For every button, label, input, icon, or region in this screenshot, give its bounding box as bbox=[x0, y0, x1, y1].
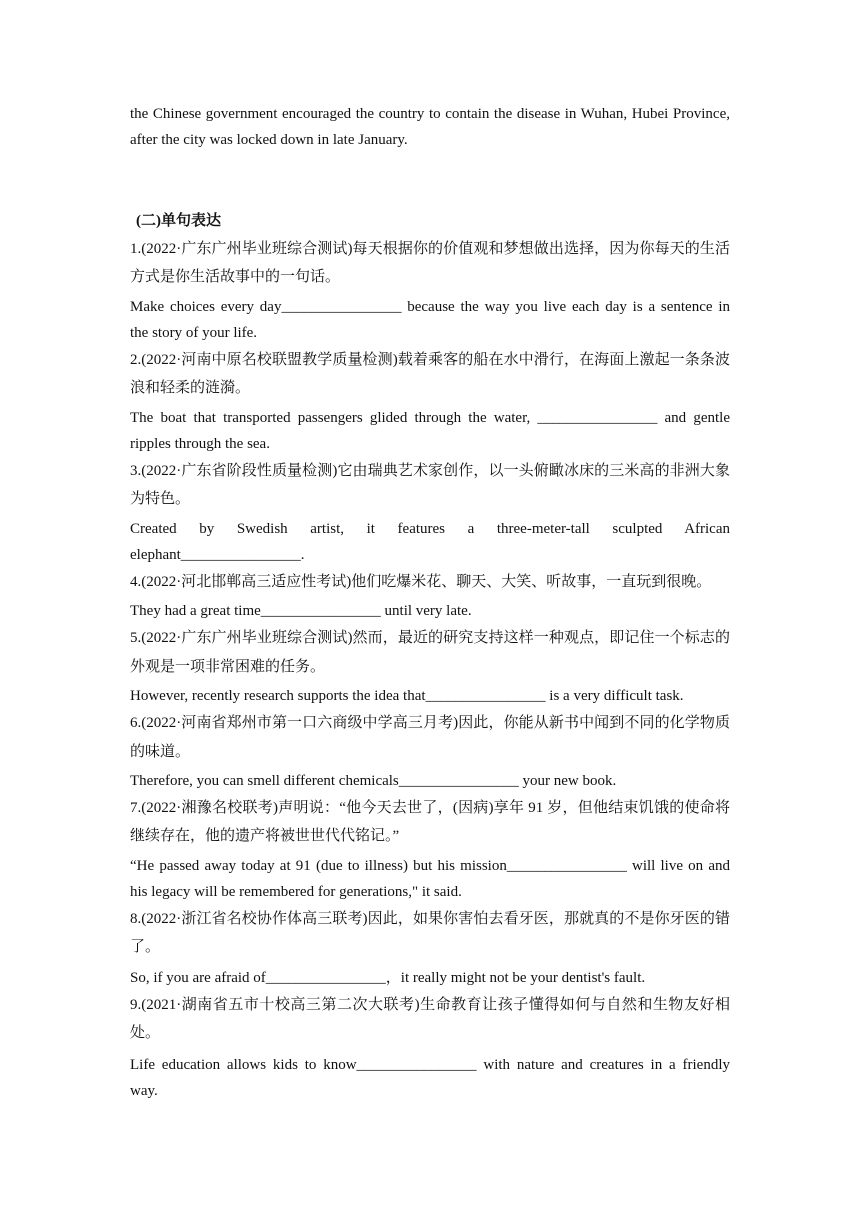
item-6-chinese-line-1: 6.(2022·河南省郑州市第一口六商级中学高三月考)因此，你能从新书中闻到不同的化学物质 bbox=[130, 715, 730, 731]
item-2-chinese-line-2: 浪和轻柔的涟漪。 bbox=[130, 380, 251, 396]
item-2-chinese-line-1: 2.(2022·河南中原名校联盟教学质量检测)载着乘客的船在水中滑行，在海面上激起一条条波 bbox=[130, 352, 730, 368]
item-7-english-line-1: “He passed away today at 91 (due to illness) but his mission________________ will live on and bbox=[130, 858, 730, 874]
section-heading: (二)单句表达 bbox=[136, 213, 221, 229]
item-2-english-line-1: The boat that transported passengers glided through the water, ________________ and gentle bbox=[130, 410, 730, 426]
item-6-chinese-line-2: 的味道。 bbox=[130, 744, 191, 760]
item-3-chinese-line-2: 为特色。 bbox=[130, 491, 191, 507]
intro-line-2: after the city was locked down in late January. bbox=[130, 132, 408, 148]
item-1-chinese-line-2: 方式是你生活故事中的一句话。 bbox=[130, 269, 341, 285]
item-1-chinese-line-1: 1.(2022·广东广州毕业班综合测试)每天根据你的价值观和梦想做出选择，因为你每天的生活 bbox=[130, 241, 730, 257]
item-5-english-line-1: However, recently research supports the idea that________________ is a very difficult task. bbox=[130, 688, 684, 704]
item-7-chinese-line-2: 继续存在，他的遗产将被世世代代铭记。” bbox=[130, 828, 400, 844]
item-8-chinese-line-2: 了。 bbox=[130, 939, 161, 955]
item-1-english-line-2: the story of your life. bbox=[130, 325, 258, 341]
item-9-chinese-line-1: 9.(2021·湖南省五市十校高三第二次大联考)生命教育让孩子懂得如何与自然和生物友好相 bbox=[130, 997, 730, 1013]
item-8-chinese-line-1: 8.(2022·浙江省名校协作体高三联考)因此，如果你害怕去看牙医，那就真的不是你牙医的错 bbox=[130, 911, 730, 927]
item-4-chinese-line-1: 4.(2022·河北邯郸高三适应性考试)他们吃爆米花、聊天、大笑、听故事，一直玩到很晚。 bbox=[130, 574, 712, 590]
intro-line-1: the Chinese government encouraged the country to contain the disease in Wuhan, Hubei Province, bbox=[130, 106, 730, 122]
item-2-english-line-2: ripples through the sea. bbox=[130, 436, 270, 452]
item-9-chinese-line-2: 处。 bbox=[130, 1025, 161, 1041]
item-3-chinese-line-1: 3.(2022·广东省阶段性质量检测)它由瑞典艺术家创作，以一头俯瞰冰床的三米高的非洲大象 bbox=[130, 463, 730, 479]
item-8-english-line-1: So, if you are afraid of________________，it really might not be your dentist's fault. bbox=[130, 970, 646, 986]
item-3-english-line-1: Created by Swedish artist, it features a three-meter-tall sculpted African bbox=[130, 521, 730, 537]
item-3-english-line-2: elephant________________. bbox=[130, 547, 305, 563]
item-5-chinese-line-1: 5.(2022·广东广州毕业班综合测试)然而，最近的研究支持这样一种观点，即记住一个标志的 bbox=[130, 630, 730, 646]
item-9-english-line-2: way. bbox=[130, 1083, 158, 1099]
item-7-english-line-2: his legacy will be remembered for generations," it said. bbox=[130, 884, 462, 900]
item-9-english-line-1: Life education allows kids to know________________ with nature and creatures in a friendly bbox=[130, 1057, 730, 1073]
item-6-english-line-1: Therefore, you can smell different chemicals________________ your new book. bbox=[130, 773, 617, 789]
item-5-chinese-line-2: 外观是一项非常困难的任务。 bbox=[130, 659, 326, 675]
item-1-english-line-1: Make choices every day________________ because the way you live each day is a sentence in bbox=[130, 299, 730, 315]
item-7-chinese-line-1: 7.(2022·湘豫名校联考)声明说：“他今天去世了，(因病)享年 91 岁，但他结束饥饿的使命将 bbox=[130, 800, 730, 816]
item-4-english-line-1: They had a great time________________ until very late. bbox=[130, 603, 472, 619]
